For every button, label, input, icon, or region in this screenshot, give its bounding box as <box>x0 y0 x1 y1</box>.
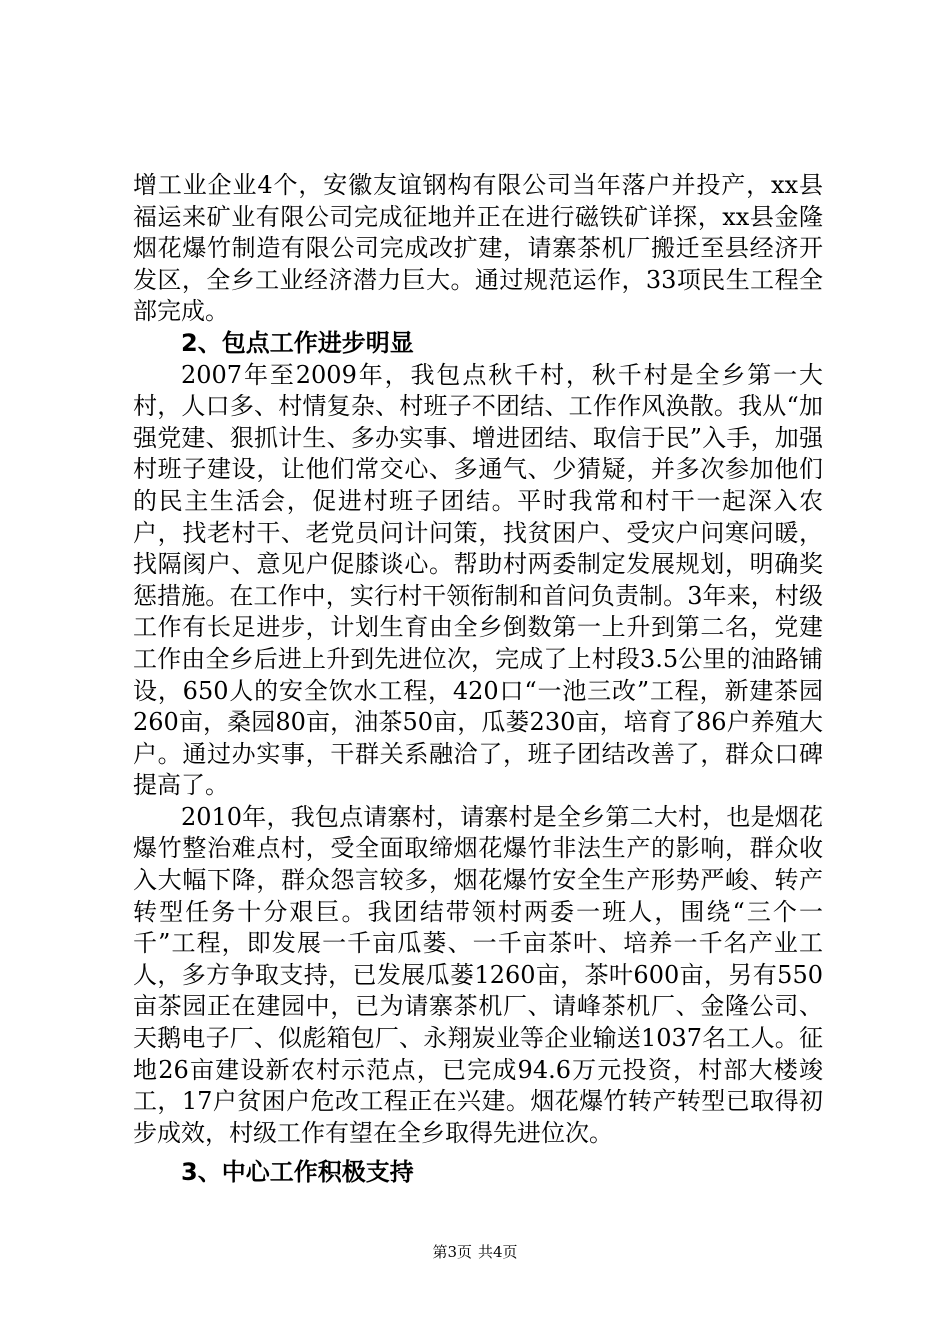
page-footer <box>0 1242 950 1262</box>
document-body <box>133 170 823 1189</box>
paragraph-qingzhai-village: 2010年，我包点请寨村，请寨村是全乡第二大村，也是烟花爆竹整治难点村，受全面取缔烟花爆竹非法生产的影响，群众收入大幅下降，群众怨言较多，烟花爆竹安全生产形势严峻、转产转型任务十分艰巨。我团结带领村两委一班人，围绕“三个一千”工程，即发展一千亩瓜蒌、一千亩茶叶、培养一千名产业工人，多方争取支持，已发展瓜蒌1260亩，茶叶600亩，另有550亩茶园正在建园中，已为请寨茶机厂、请峰茶机厂、金隆公司、天鹅电子厂、似彪箱包厂、永翔炭业等企业输送1037名工人。征地26亩建设新农村示范点，已完成94.6万元投资，村部大楼竣工，17户贫困户危改工程正在兴建。烟花爆竹转产转型已取得初步成效，村级工作有望在全乡取得先进位次。 <box>133 802 823 1147</box>
section-heading-2: 2、包点工作进步明显 <box>181 328 414 357</box>
page-total: 共4页 <box>478 1243 518 1261</box>
section-heading-3: 3、中心工作积极支持 <box>181 1158 414 1187</box>
paragraph-qiuqian-village: 2007年至2009年，我包点秋千村，秋千村是全乡第一大村，人口多、村情复杂、村班子不团结、工作作风涣散。我从“加强党建、狠抓计生、多办实事、增进团结、取信于民”入手，加强村班子建设，让他们常交心、多通气、少猜疑，并多次参加他们的民主生活会，促进村班子团结。平时我常和村干一起深入农户，找老村干、老党员问计问策，找贫困户、受灾户问寒问暖，找隔阂户、意见户促膝谈心。帮助村两委制定发展规划，明确奖惩措施。在工作中，实行村干领衔制和首问负责制。3年来，村级工作有长足进步，计划生育由全乡倒数第一上升到第二名，党建工作由全乡后进上升到先进位次，完成了上村段3.5公里的油路铺设，650人的安全饮水工程，420口“一池三改”工程，新建茶园260亩，桑园80亩，油茶50亩，瓜蒌230亩，培育了86户养殖大户。通过办实事，干群关系融洽了，班子团结改善了，群众口碑提高了。 <box>133 360 823 800</box>
page-number: 第3页 <box>432 1243 472 1261</box>
paragraph-industry: 增工业企业4个，安徽友谊钢构有限公司当年落户并投产，xx县福运来矿业有限公司完成征地并正在进行磁铁矿详探，xx县金隆烟花爆竹制造有限公司完成改扩建，请寨茶机厂搬迁至县经济开发区，全乡工业经济潜力巨大。通过规范运作，33项民生工程全部完成。 <box>133 171 823 326</box>
